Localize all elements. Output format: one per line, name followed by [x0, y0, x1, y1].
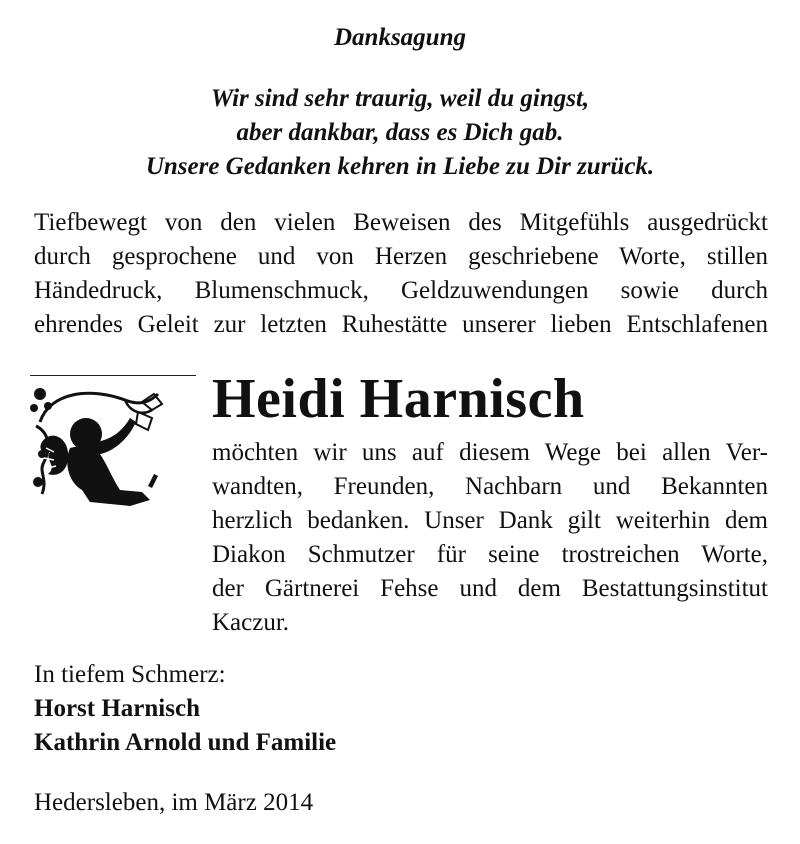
poem: [0, 82, 800, 184]
ornament-divider: [30, 375, 196, 376]
poem-line: Wir sind sehr traurig, weil du gingst,: [210, 85, 590, 112]
signoff: [34, 658, 336, 760]
poem-line: aber dankbar, dass es Dich gab.: [236, 119, 564, 146]
notice-heading: Danksagung: [334, 24, 466, 51]
signer-name: Horst Harnisch: [34, 695, 200, 722]
intro-line: ehrendes Geleit zur letzten Ruhestätte unserer lieben Entschlafenen: [34, 311, 768, 338]
thanks-line: Diakon Schmutzer für seine trostreichen Worte,: [212, 541, 768, 568]
signoff-intro: In tiefem Schmerz:: [34, 661, 226, 688]
intro-line: Tiefbewegt von den vielen Beweisen des Mitgefühls ausgedrückt: [34, 209, 768, 236]
place-date: Hedersleben, im März 2014: [34, 789, 314, 816]
thanks-paragraph: [212, 436, 768, 640]
intro-line: Händedruck, Blumenschmuck, Geldzuwendungen sowie durch: [34, 277, 768, 304]
thanks-line: herzlich bedanken. Unser Dank gilt weiterhin dem: [212, 507, 768, 534]
thanks-line: der Gärtnerei Fehse und dem Bestattungsinstitut: [212, 575, 768, 602]
intro-line: durch gesprochene und von Herzen geschriebene Worte, stillen: [34, 243, 768, 270]
poem-line: Unsere Gedanken kehren in Liebe zu Dir zurück.: [145, 153, 655, 180]
thanks-line: möchten wir uns auf diesem Wege bei allen Ver-: [212, 439, 768, 466]
signer-name: Kathrin Arnold und Familie: [34, 729, 337, 756]
thanks-line: wandten, Freunden, Nachbarn und Bekannten: [212, 473, 768, 500]
deceased-name: Heidi Harnisch: [212, 368, 585, 430]
thanks-line: Kaczur.: [212, 609, 290, 636]
intro-paragraph: [34, 206, 768, 342]
angel-silhouette-icon: [30, 382, 170, 512]
